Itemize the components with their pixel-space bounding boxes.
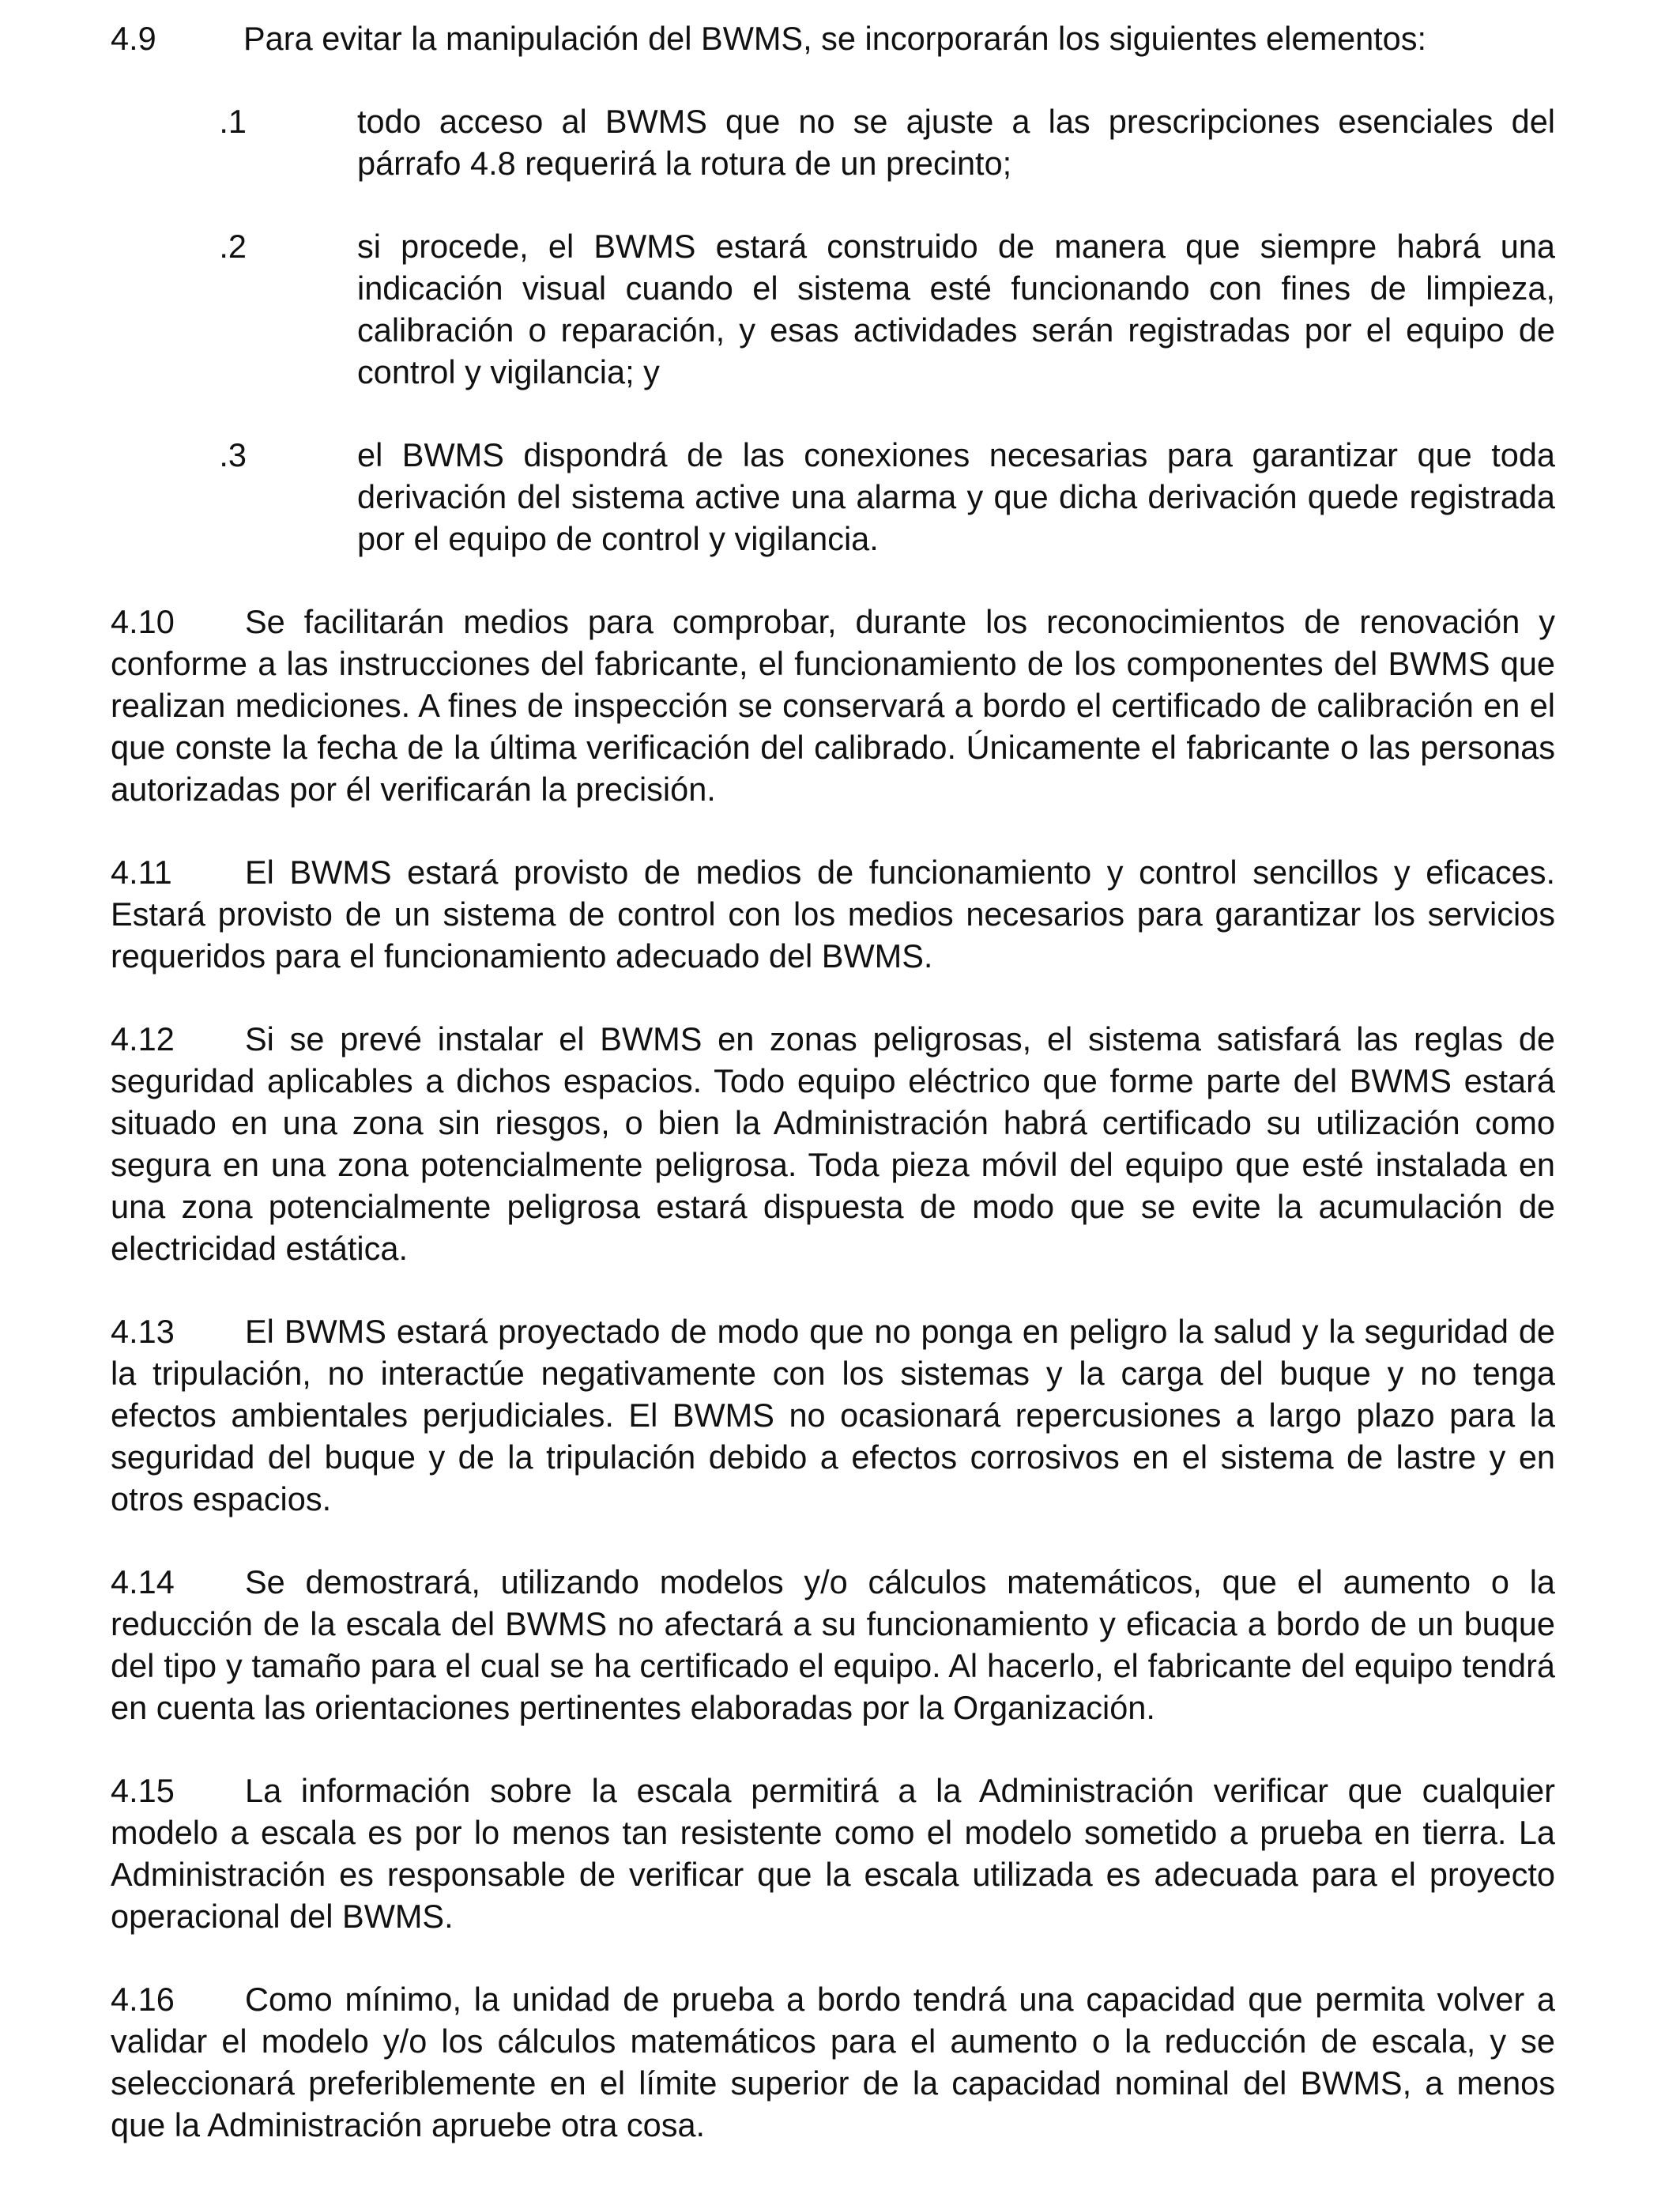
sub-item-number: .2 [219, 228, 247, 265]
section-number: 4.9 [111, 20, 156, 57]
section-intro: Para evitar la manipulación del BWMS, se incorporarán los siguientes elementos: [243, 20, 1427, 57]
paragraph-text: La información sobre la escala permitirá a la Administración verificar que cualquier modelo a escala es por lo menos tan resistente como el modelo sometido a prueba en tierra. La Administración es responsable de verificar que la escala utilizada es adecuada para el proyecto operacional del BWMS. [111, 1772, 1555, 1935]
paragraph-4-14 [111, 1561, 1555, 1728]
document-page [111, 17, 1555, 2146]
paragraph-text: El BWMS estará provisto de medios de funcionamiento y control sencillos y eficaces. Estará provisto de un sistema de control con los medios necesarios para garantizar los servicios requeridos para el funcionamiento adecuado del BWMS. [111, 854, 1555, 974]
sub-item-list [111, 100, 1555, 560]
paragraph-4-15 [111, 1770, 1555, 1937]
paragraph-number: 4.16 [111, 1981, 175, 2018]
section-4-9-heading [111, 17, 1555, 59]
sub-item-text: si procede, el BWMS estará construido de manera que siempre habrá una indicación visual cuando el sistema esté funcionando con fines de limpieza, calibración o reparación, y esas actividades serán registradas por el equipo de control y vigilancia; y [357, 228, 1555, 390]
paragraph-number: 4.13 [111, 1313, 175, 1350]
paragraph-text: El BWMS estará proyectado de modo que no ponga en peligro la salud y la seguridad de la tripulación, no interactúe negativamente con los sistemas y la carga del buque y no tenga efectos ambientales perjudiciales. El BWMS no ocasionará repercusiones a largo plazo para la seguridad del buque y de la tripulación debido a efectos corrosivos en el sistema de lastre y en otros espacios. [111, 1313, 1555, 1517]
sub-item-number: .1 [219, 103, 247, 140]
paragraph-text: Si se prevé instalar el BWMS en zonas peligrosas, el sistema satisfará las reglas de seguridad aplicables a dichos espacios. Todo equipo eléctrico que forme parte del BWMS estará situado en una zona sin riesgos, o bien la Administración habrá certificado su utilización como segura en una zona potencialmente peligrosa. Toda pieza móvil del equipo que esté instalada en una zona potencialmente peligrosa estará dispuesta de modo que se evite la acumulación de electricidad estática. [111, 1020, 1555, 1267]
paragraph-text: Como mínimo, la unidad de prueba a bordo tendrá una capacidad que permita volver a validar el modelo y/o los cálculos matemáticos para el aumento o la reducción de escala, y se seleccionará preferiblemente en el límite superior de la capacidad nominal del BWMS, a menos que la Administración apruebe otra cosa. [111, 1981, 1555, 2143]
sub-item [111, 434, 1555, 560]
paragraph-number: 4.11 [111, 854, 172, 891]
sub-item [111, 100, 1555, 184]
sub-item-number: .3 [219, 436, 247, 473]
paragraph-number: 4.14 [111, 1563, 175, 1600]
paragraph-number: 4.15 [111, 1772, 175, 1809]
paragraph-number: 4.12 [111, 1020, 175, 1057]
sub-item [111, 225, 1555, 393]
paragraph-4-11 [111, 851, 1555, 977]
paragraph-text: Se facilitarán medios para comprobar, durante los reconocimientos de renovación y conforme a las instrucciones del fabricante, el funcionamiento de los componentes del BWMS que realizan mediciones. A fines de inspección se conservará a bordo el certificado de calibración en el que conste la fecha de la última verificación del calibrado. Únicamente el fabricante o las personas autorizadas por él verificarán la precisión. [111, 603, 1555, 808]
paragraph-4-13 [111, 1310, 1555, 1520]
paragraph-text: Se demostrará, utilizando modelos y/o cálculos matemáticos, que el aumento o la reducción de la escala del BWMS no afectará a su funcionamiento y eficacia a bordo de un buque del tipo y tamaño para el cual se ha certificado el equipo. Al hacerlo, el fabricante del equipo tendrá en cuenta las orientaciones pertinentes elaboradas por la Organización. [111, 1563, 1555, 1726]
paragraph-number: 4.10 [111, 603, 175, 640]
sub-item-text: todo acceso al BWMS que no se ajuste a las prescripciones esenciales del párrafo 4.8 requerirá la rotura de un precinto; [357, 103, 1555, 182]
sub-item-text: el BWMS dispondrá de las conexiones necesarias para garantizar que toda derivación del sistema active una alarma y que dicha derivación quede registrada por el equipo de control y vigilancia. [357, 436, 1555, 557]
paragraph-4-10 [111, 601, 1555, 810]
paragraph-4-16 [111, 1978, 1555, 2146]
paragraph-4-12 [111, 1018, 1555, 1269]
